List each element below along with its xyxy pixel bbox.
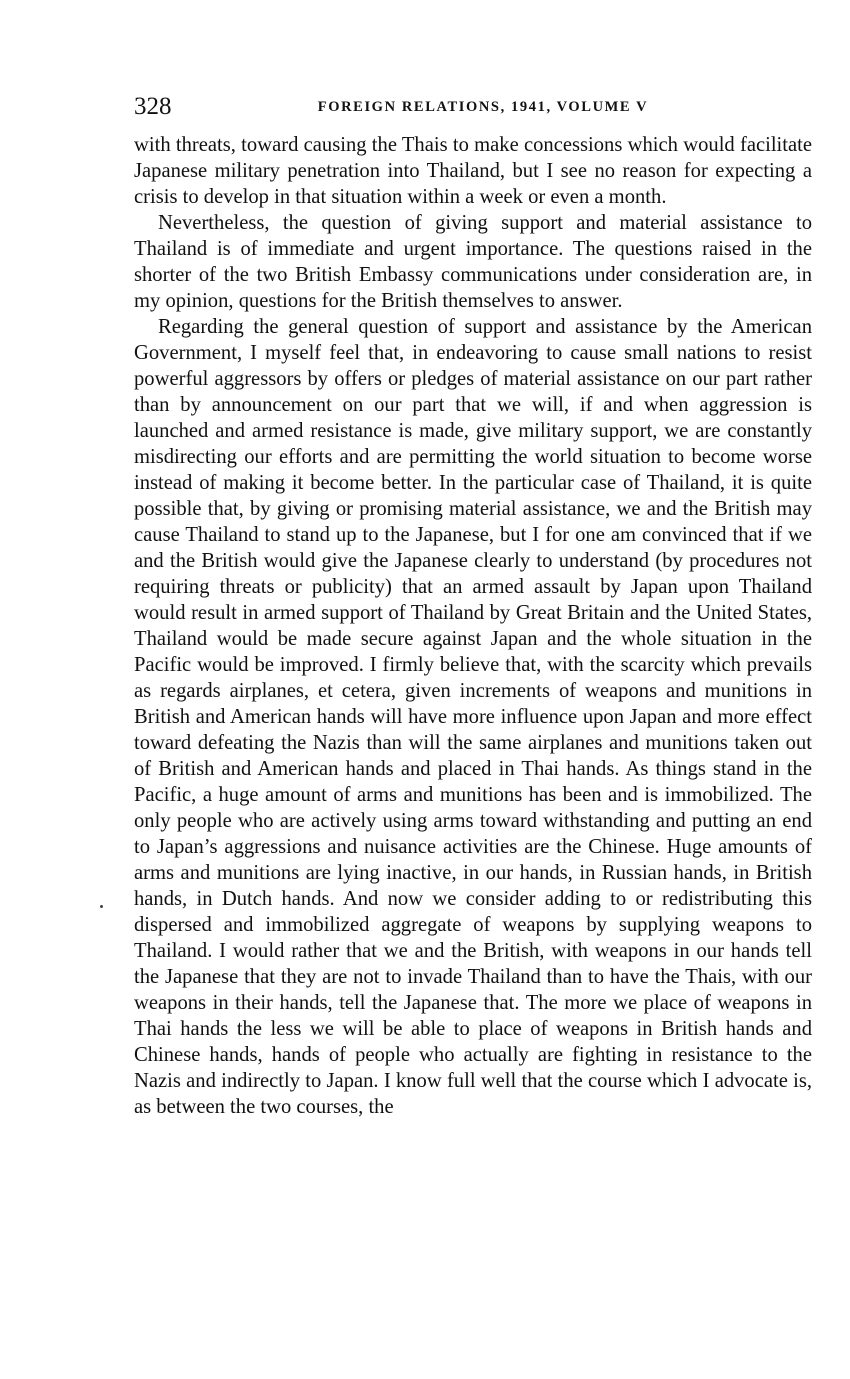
paragraph-continuation: with threats, toward causing the Thais to make concessions which would facilitate Japanese military penetration into Thailand, but I see no reason for expecting a crisis to develop in that situation within a week or even a month. bbox=[134, 134, 812, 208]
stray-ink-dot bbox=[100, 905, 103, 908]
document-page bbox=[134, 92, 812, 1120]
paragraph-support-question: Nevertheless, the question of giving support and material assistance to Thailand is of immediate and urgent importance. The questions raised in the shorter of the two British Embassy communications under consideration are, in my opinion, questions for the British themselves to answer. bbox=[134, 212, 812, 312]
body-text bbox=[134, 132, 812, 1120]
running-head: FOREIGN RELATIONS, 1941, VOLUME V bbox=[317, 99, 649, 115]
page-number: 328 bbox=[134, 93, 172, 120]
page-header bbox=[134, 92, 812, 126]
paragraph-general-question: Regarding the general question of support and assistance by the American Government, I myself feel that, in endeavoring to cause small nations to resist powerful aggressors by offers or pledges of material assistance on our part rather than by announcement on our part that we will, if and when aggression is launched and armed resistance is made, give military support, we are constantly misdirecting our efforts and are permitting the world situation to become worse instead of making it become better. In the particular case of Thailand, it is quite possible that, by giving or promising material assistance, we and the British may cause Thailand to stand up to the Japanese, but I for one am convinced that if we and the British would give the Japanese clearly to understand (by procedures not requiring threats or publicity) that an armed assault by Japan upon Thailand would result in armed support of Thailand by Great Britain and the United States, Thailand would be made secure against Japan and the whole situation in the Pacific would be improved. I firmly believe that, with the scarcity which prevails as regards airplanes, et cetera, given increments of weapons and munitions in British and American hands will have more influence upon Japan and more effect toward defeating the Nazis than will the same airplanes and munitions taken out of British and American hands and placed in Thai hands. As things stand in the Pacific, a huge amount of arms and munitions has been and is immobilized. The only people who are actively using arms toward withstanding and putting an end to Japan’s aggressions and nuisance activities are the Chinese. Huge amounts of arms and munitions are lying inactive, in our hands, in Russian hands, in British hands, in Dutch hands. And now we consider adding to or redistributing this dispersed and immobilized aggregate of weapons by supplying weapons to Thailand. I would rather that we and the British, with weapons in our hands tell the Japanese that they are not to invade Thailand than to have the Thais, with our weapons in their hands, tell the Japanese that. The more we place of weapons in Thai hands the less we will be able to place of weapons in British hands and Chinese hands, hands of people who actually are fighting in resistance to the Nazis and indirectly to Japan. I know full well that the course which I advocate is, as between the two courses, the bbox=[134, 316, 812, 1118]
